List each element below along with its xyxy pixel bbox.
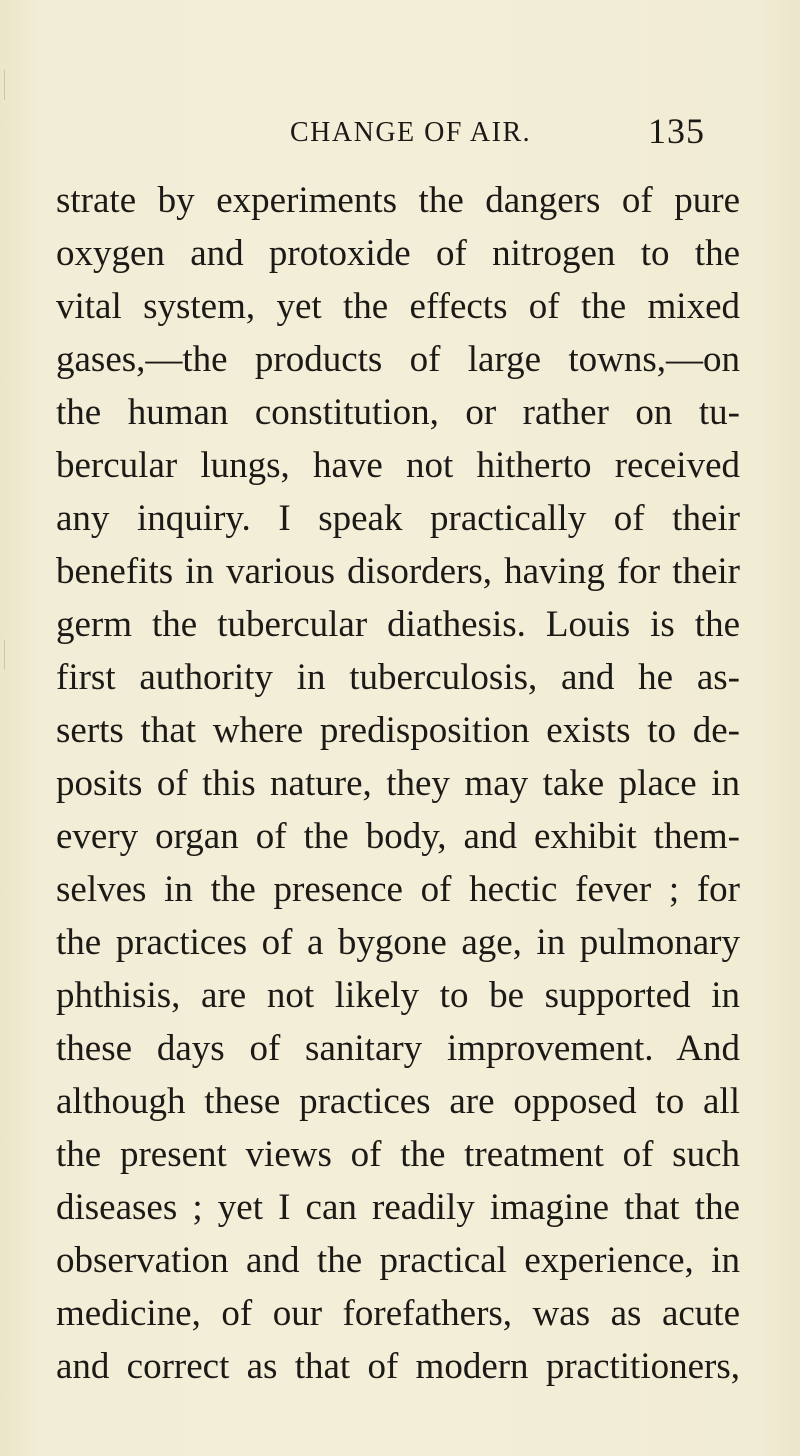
text-line: selves in the presence of hectic fever ; for: [56, 869, 740, 910]
text-line: oxygen and protoxide of nitrogen to the: [56, 233, 740, 274]
text-line: diseases ; yet I can readily imagine that the: [56, 1187, 740, 1228]
text-line: although these practices are opposed to all: [56, 1081, 740, 1122]
text-line: vital system, yet the effects of the mixed: [56, 286, 740, 327]
text-line: bercular lungs, have not hitherto received: [56, 445, 740, 486]
text-line: first authority in tuberculosis, and he as-: [56, 657, 740, 698]
text-line: observation and the practical experience, in: [56, 1240, 740, 1281]
text-line: any inquiry. I speak practically of their: [56, 498, 740, 539]
text-line: phthisis, are not likely to be supported in: [56, 975, 740, 1016]
text-line: and correct as that of modern practitioners,: [56, 1346, 740, 1387]
text-line: germ the tubercular diathesis. Louis is the: [56, 604, 740, 645]
running-head: [0, 113, 800, 153]
text-line: benefits in various disorders, having for their: [56, 551, 740, 592]
text-line: the practices of a bygone age, in pulmonary: [56, 922, 740, 963]
running-head-title: CHANGE OF AIR.: [290, 117, 532, 148]
text-line: serts that where predisposition exists to de-: [56, 710, 740, 751]
text-line: the human constitution, or rather on tu-: [56, 392, 740, 433]
text-line: medicine, of our forefathers, was as acute: [56, 1293, 740, 1334]
text-line: gases,—the products of large towns,—on: [56, 339, 740, 380]
page-edge-mark: [4, 70, 5, 100]
text-line: strate by experiments the dangers of pure: [56, 180, 740, 221]
text-line: every organ of the body, and exhibit them-: [56, 816, 740, 857]
text-line: these days of sanitary improvement. And: [56, 1028, 740, 1069]
page-number: 135: [648, 111, 705, 151]
page-edge-mark: [4, 640, 5, 670]
text-line: posits of this nature, they may take place in: [56, 763, 740, 804]
text-line: the present views of the treatment of such: [56, 1134, 740, 1175]
